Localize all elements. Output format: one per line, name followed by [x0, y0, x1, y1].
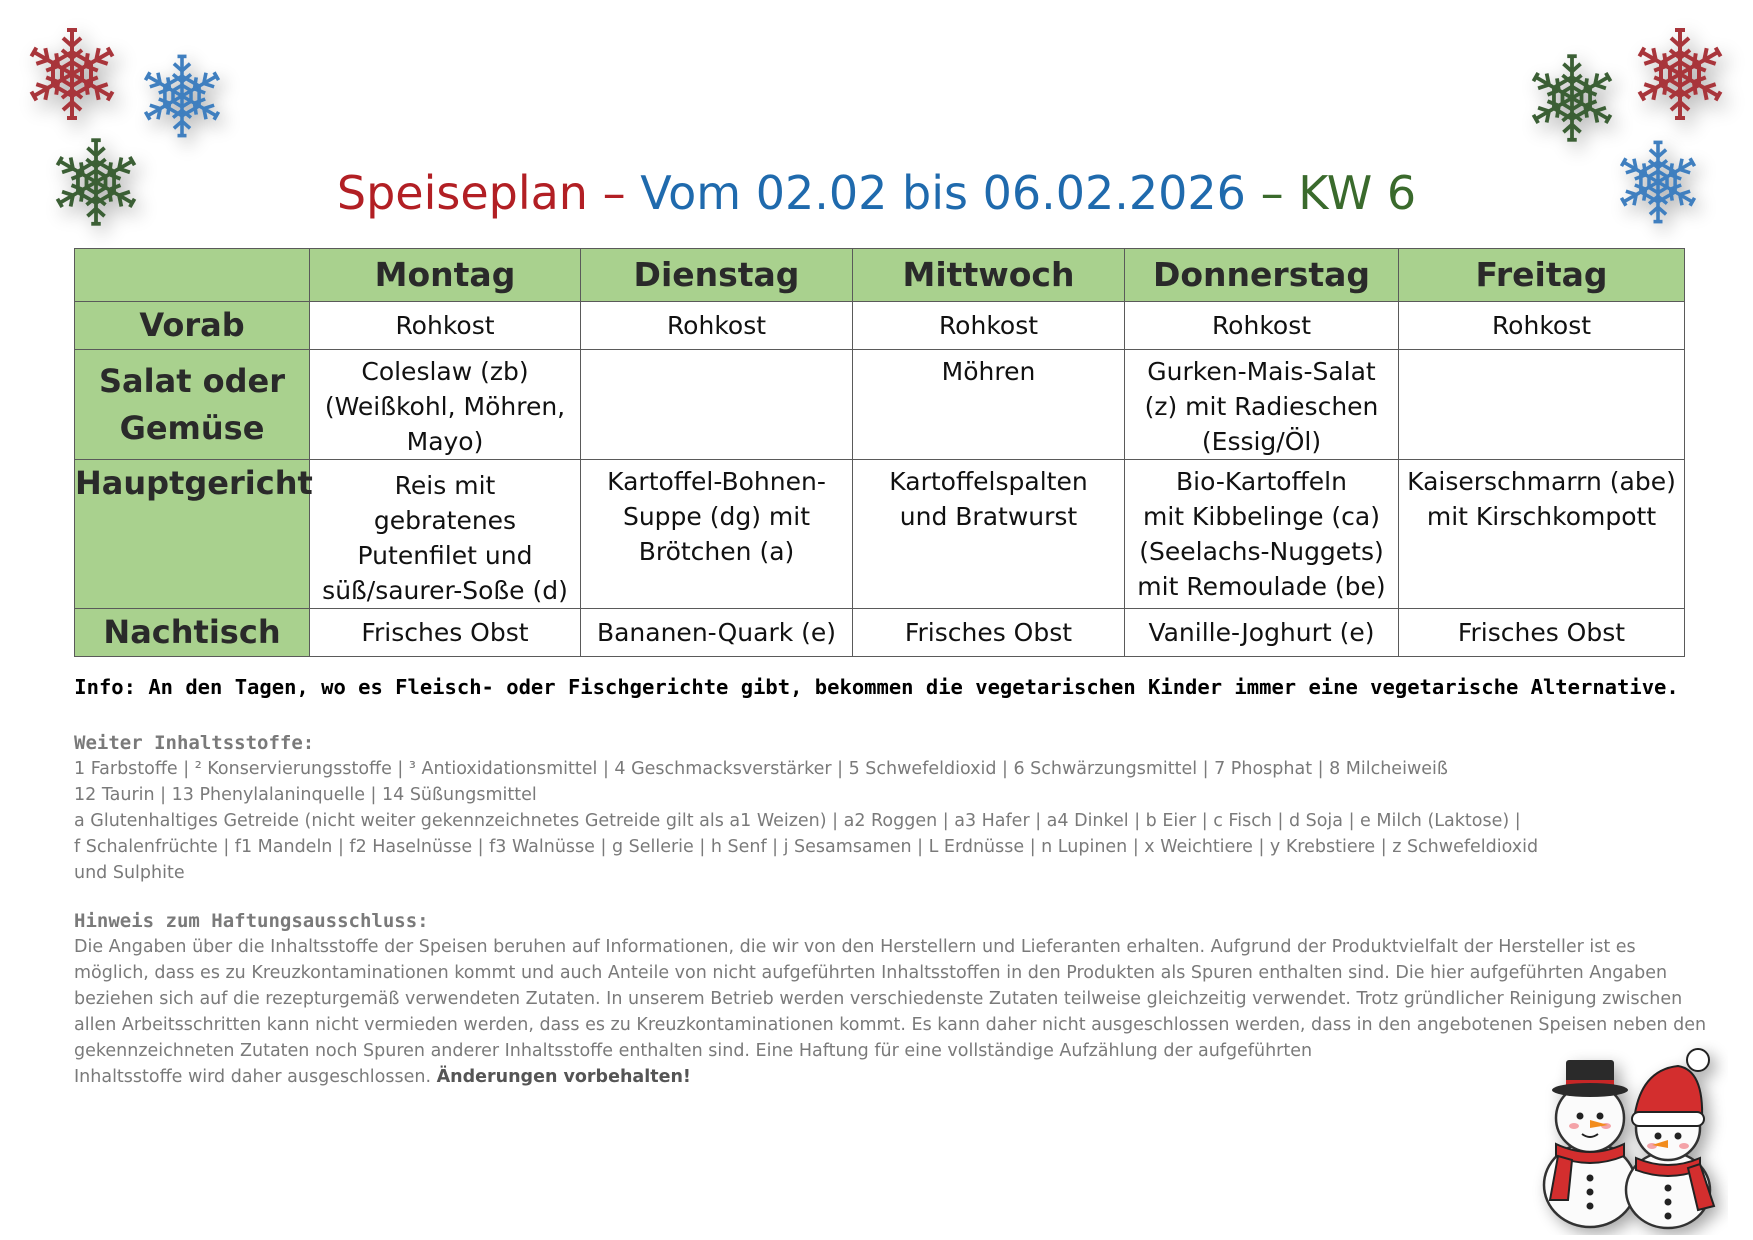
day-header-donnerstag: Donnerstag	[1125, 249, 1399, 302]
disclaimer-line	[74, 1064, 1694, 1090]
disclaimer-line: Die Angaben über die Inhaltsstoffe der Speisen beruhen auf Informationen, die wir von den Herstellern und Lieferanten erhalten. Aufgrund der Produktvielfalt der Hersteller ist es	[74, 937, 1636, 957]
row-label-text: Gemüse	[119, 408, 265, 447]
dish-line: Rohkost	[666, 311, 767, 340]
title-separator: –	[1245, 166, 1299, 220]
menu-cell	[1399, 460, 1685, 609]
row-label-salat	[75, 350, 310, 460]
dish-line: Bananen-Quark (e)	[596, 618, 837, 647]
title-separator: –	[587, 166, 641, 220]
title-week: KW 6	[1298, 166, 1417, 220]
snowflake-icon	[1637, 30, 1723, 118]
row-vorab	[75, 302, 1685, 350]
ingredients-line: a Glutenhaltiges Getreide (nicht weiter gekennzeichnetes Getreide gilt als a1 Weizen) | a2 Roggen | a3 Hafer | a4 Dinkel | b Eier | c Fisch | d Soja | e Milch (Laktose) |	[74, 811, 1521, 831]
row-label-nachtisch	[75, 609, 310, 657]
dish-line: (z) mit Radieschen	[1144, 392, 1379, 421]
dish-line: und Bratwurst	[899, 502, 1078, 531]
row-label-text: Hauptgericht	[75, 464, 313, 502]
menu-cell-empty	[581, 350, 853, 460]
page-title	[0, 165, 1753, 221]
menu-cell	[310, 609, 581, 657]
day-header-freitag: Freitag	[1399, 249, 1685, 302]
ingredients-heading: Weiter Inhaltsstoffe:	[74, 732, 315, 754]
dish-line: mit Kibbelinge (ca)	[1142, 502, 1380, 531]
disclaimer-line: beziehen sich auf die rezepturgemäß verwendeten Zutaten. In unserem Betrieb werden verschiedenste Zutaten teilweise gleichzeitig verwendet. Trotz gründlicher Reinigung zwischen	[74, 989, 1683, 1009]
dish-line: Suppe (dg) mit	[622, 502, 811, 531]
row-hauptgericht	[75, 460, 1685, 609]
dish-line: (Weißkohl, Möhren,	[324, 392, 566, 421]
day-header-mittwoch: Mittwoch	[853, 249, 1125, 302]
dish-line: Brötchen (a)	[638, 537, 795, 566]
title-speiseplan: Speiseplan	[336, 166, 588, 220]
ingredients-line: f Schalenfrüchte | f1 Mandeln | f2 Haselnüsse | f3 Walnüsse | g Sellerie | h Senf | j Sesamsamen | L Erdnüsse | n Lupinen | x Weichtiere | y Krebstiere | z Schwefeldioxid	[74, 837, 1539, 857]
menu-cell-empty	[1399, 350, 1685, 460]
dish-line: Bio-Kartoffeln	[1176, 467, 1347, 496]
row-salat	[75, 350, 1685, 460]
row-label-text: Vorab	[139, 306, 245, 344]
menu-cell	[853, 609, 1125, 657]
dish-line: Kaiserschmarrn (abe)	[1407, 467, 1676, 496]
dish-line: Gurken-Mais-Salat	[1147, 357, 1376, 386]
menu-cell	[853, 350, 1125, 460]
dish-line: (Seelachs-Nuggets)	[1139, 537, 1384, 566]
menu-cell	[1399, 302, 1685, 350]
changes-reserved: Änderungen vorbehalten!	[436, 1067, 691, 1087]
day-header-row	[75, 249, 1685, 302]
menu-cell	[1125, 460, 1399, 609]
vegetarian-info: Info: An den Tagen, wo es Fleisch- oder Fischgerichte gibt, bekommen die vegetarischen Kinder immer eine vegetarische Alternative.	[74, 675, 1679, 699]
corner-cell	[75, 249, 310, 302]
disclaimer-heading: Hinweis zum Haftungsausschluss:	[74, 910, 429, 932]
menu-cell	[1399, 609, 1685, 657]
menu-cell	[581, 460, 853, 609]
dish-line: Rohkost	[938, 311, 1039, 340]
dish-line: Rohkost	[1491, 311, 1592, 340]
dish-line: Möhren	[941, 357, 1036, 386]
disclaimer-last-line: Inhaltsstoffe wird daher ausgeschlossen.	[74, 1067, 432, 1087]
menu-cell	[581, 302, 853, 350]
disclaimer-line: möglich, dass es zu Kreuzkontaminationen kommt und auch Anteile von nicht aufgeführten Inhaltsstoffen in den Produkten als Spuren enthalten sind. Die hier aufgeführten Angaben	[74, 963, 1668, 983]
ingredients-legend	[74, 730, 1694, 886]
snowflake-icon	[1531, 56, 1613, 140]
dish-line: Kartoffel-Bohnen-	[607, 467, 826, 496]
menu-cell	[310, 350, 581, 460]
menu-cell	[1125, 350, 1399, 460]
snowman-icon	[1528, 1040, 1728, 1235]
dish-line: Frisches Obst	[904, 618, 1073, 647]
menu-cell	[1125, 302, 1399, 350]
menu-cell	[310, 302, 581, 350]
row-label-hauptgericht	[75, 460, 313, 609]
day-header-dienstag: Dienstag	[581, 249, 853, 302]
row-nachtisch	[75, 609, 1685, 657]
dish-line: Kartoffelspalten	[889, 467, 1088, 496]
dish-line: (Essig/Öl)	[1201, 427, 1322, 456]
ingredients-line: 1 Farbstoffe | ² Konservierungsstoffe | ³ Antioxidationsmittel | 4 Geschmacksverstärker | 5 Schwefeldioxid | 6 Schwärzungsmittel | 7 Phosphat | 8 Milcheiweiß	[74, 759, 1448, 779]
menu-cell	[853, 302, 1125, 350]
dish-line: Frisches Obst	[1457, 618, 1626, 647]
menu-cell	[853, 460, 1125, 609]
menu-cell	[1125, 609, 1399, 657]
disclaimer-line: allen Arbeitsschritten kann nicht vermieden werden, dass es zu Kreuzkontaminationen kommt. Es kann daher nicht ausgeschlossen werden, dass in den angebotenen Speisen neben den	[74, 1015, 1707, 1035]
dish-line: Coleslaw (zb)	[361, 357, 529, 386]
ingredients-line: und Sulphite	[74, 863, 185, 883]
dish-line: Reis mit	[394, 471, 496, 500]
menu-cell	[581, 609, 853, 657]
dish-line: Vanille-Joghurt (e)	[1148, 618, 1375, 647]
dish-line: gebratenes	[373, 506, 517, 535]
snowflake-icon	[143, 56, 221, 135]
snowflake-icon	[29, 30, 115, 118]
day-header-montag: Montag	[310, 249, 581, 302]
dish-line: Rohkost	[395, 311, 495, 340]
row-label-text: Nachtisch	[103, 613, 281, 651]
dish-line: Rohkost	[1211, 311, 1312, 340]
row-label-text: Salat oder	[98, 361, 285, 400]
dish-line: mit Kirschkompott	[1426, 502, 1657, 531]
dish-line: Putenfilet und	[357, 541, 533, 570]
dish-line: süß/saurer-Soße (d)	[322, 576, 568, 605]
row-label-vorab	[75, 302, 310, 350]
menu-table	[74, 248, 1685, 657]
disclaimer-line: gekennzeichneten Zutaten noch Spuren anderer Inhaltsstoffe enthalten sind. Eine Haftung für eine vollständige Aufzählung der aufgeführten	[74, 1041, 1313, 1061]
title-date-range: Vom 02.02 bis 06.02.2026	[640, 166, 1246, 220]
disclaimer	[74, 908, 1707, 1090]
ingredients-line: 12 Taurin | 13 Phenylalaninquelle | 14 Süßungsmittel	[74, 785, 537, 805]
dish-line: mit Remoulade (be)	[1137, 572, 1386, 601]
dish-line: Frisches Obst	[361, 618, 529, 647]
dish-line: Mayo)	[406, 427, 484, 456]
menu-cell	[310, 460, 581, 609]
